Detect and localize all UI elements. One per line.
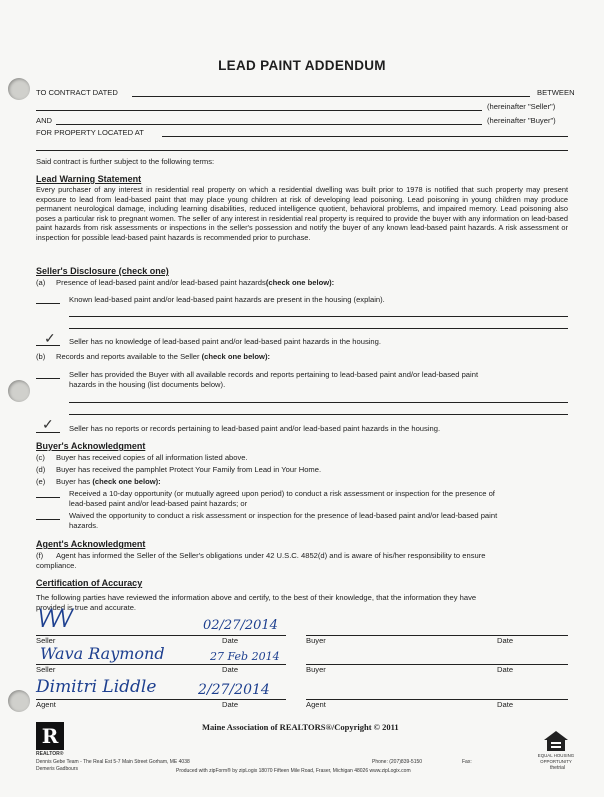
item-d-text: Buyer has received the pamphlet Protect Your Family from Lead in Your Home. <box>56 465 322 474</box>
seller-date-1: 02/27/2014 <box>203 618 278 633</box>
option-received-2: lead-based paint and/or lead-based paint hazards; or <box>69 499 248 508</box>
fax-line: Fax: <box>462 759 472 765</box>
item-a-text: Presence of lead-based paint and/or lead-based paint hazards(check one below): <box>56 278 335 287</box>
option-lead-known: Known lead-based paint and/or lead-based paint hazards are present in the housing (explain). <box>69 295 385 304</box>
item-b-text: Records and reports available to the Seller (check one below): <box>56 352 271 361</box>
seller-signature-2: Wava Raymond <box>40 644 165 663</box>
documents-line-2[interactable] <box>69 414 568 415</box>
seller-signature-line-1[interactable] <box>36 635 286 636</box>
property-label: FOR PROPERTY LOCATED AT <box>36 128 144 137</box>
hereinafter-seller: (hereinafter "Seller") <box>487 102 556 111</box>
warning-heading: Lead Warning Statement <box>36 174 142 184</box>
date-label: Date <box>222 636 239 645</box>
buyer-signature-line-2[interactable] <box>306 664 568 665</box>
date-label: Date <box>497 700 514 709</box>
agent-line: Demeris Gadbours <box>36 766 78 772</box>
date-label: Date <box>222 700 239 709</box>
option-waived-2: hazards. <box>69 521 99 530</box>
equal-housing-caption: EQUAL HOUSING OPPORTUNITY <box>537 753 575 764</box>
seller-label-2: Seller <box>36 665 56 674</box>
between-label: BETWEEN <box>537 88 575 97</box>
realtor-caption: REALTOR® <box>36 751 64 757</box>
seller-label-1: Seller <box>36 636 56 645</box>
date-label: Date <box>497 636 514 645</box>
explain-line-2[interactable] <box>69 328 568 329</box>
certification-heading: Certification of Accuracy <box>36 578 143 588</box>
seller-signature-line-2[interactable] <box>36 664 286 665</box>
warning-body: Every purchaser of any interest in residential real property on which a residential dwelling was built prior to 1978 is notified that such property may present exposure to lead from lead-based paint that may place young children at risk of developing lead poisoning. Lead poisoning in young children may produce permanent neurological damage, including learning disabilities, reduced intelligence quotient, behavioral problems, and impaired memory. Lead poisoning also poses a particular risk to pregnant women. The seller of any interest in residential real property is required to provide the buyer with any information on lead-based paint hazards from risk assessments or inspections in the seller's possession and notify the buyer of any known lead-based paint hazards. A risk assessment or inspection for possible lead-based paint hazards is recommended prior to purchase. <box>36 185 568 242</box>
checkbox-records-provided[interactable] <box>36 378 60 379</box>
agent-label-1: Agent <box>36 700 56 709</box>
punch-hole <box>8 78 30 100</box>
date-label: Date <box>222 665 239 674</box>
punch-hole <box>8 380 30 402</box>
office-line: Dennis Gebe Team - The Real Est 5-7 Main Street Gorham, ME 4038 <box>36 759 190 765</box>
phone-line: Phone: (207)839-5150 <box>372 759 423 765</box>
item-c-label: (c) <box>36 453 45 462</box>
certification-text-2: provided is true and accurate. <box>36 603 137 612</box>
documents-line-1[interactable] <box>69 402 568 403</box>
document-title: LEAD PAINT ADDENDUM <box>218 58 386 73</box>
seller-disclosure-heading: Seller's Disclosure (check one) <box>36 266 169 276</box>
option-no-records: Seller has no reports or records pertaining to lead-based paint and/or lead-based paint hazards in the housing. <box>69 424 441 433</box>
buyer-label-2: Buyer <box>306 665 326 674</box>
property-address-line[interactable] <box>162 136 568 137</box>
intro-text: Said contract is further subject to the following terms: <box>36 157 215 166</box>
option-received-1: Received a 10-day opportunity (or mutually agreed upon period) to conduct a risk assessment or inspection for the presence of <box>69 489 495 498</box>
item-d-label: (d) <box>36 465 46 474</box>
seller-name-line[interactable] <box>36 110 482 111</box>
explain-line-1[interactable] <box>69 316 568 317</box>
punch-hole <box>8 690 30 712</box>
agent-signature: Dimitri Liddle <box>36 677 157 697</box>
check-mark-icon: ✓ <box>42 416 54 432</box>
seller-signature-1: \/\/\/ <box>38 606 71 631</box>
copyright-line: Maine Association of REALTORS®/Copyright © 2011 <box>202 722 399 732</box>
item-f-text: Agent has informed the Seller of the Seller's obligations under 42 U.S.C. 4852(d) and is aware of his/her responsibility to ensure <box>56 551 486 560</box>
date-label: Date <box>497 665 514 674</box>
item-e-label: (e) <box>36 477 46 486</box>
item-f-text-2: compliance. <box>36 561 77 570</box>
agent-date: 2/27/2014 <box>198 682 270 698</box>
contract-dated-label: TO CONTRACT DATED <box>36 88 118 97</box>
agent-ack-heading: Agent's Acknowledgment <box>36 539 146 549</box>
buyer-signature-line-1[interactable] <box>306 635 568 636</box>
check-mark-icon: ✓ <box>44 330 56 346</box>
buyer-ack-heading: Buyer's Acknowledgment <box>36 441 146 451</box>
item-b-label: (b) <box>36 352 46 361</box>
item-c-text: Buyer has received copies of all information listed above. <box>56 453 248 462</box>
option-waived-1: Waived the opportunity to conduct a risk assessment or inspection for the presence of lead-based paint and/or lead-based paint <box>69 511 498 520</box>
option-records-provided-2: hazards in the housing (list documents below). <box>69 380 226 389</box>
item-f-label: (f) <box>36 551 44 560</box>
agent-label-2: Agent <box>306 700 326 709</box>
produced-by-line: Produced with zipForm® by zipLogix 18070 Fifteen Mile Road, Fraser, Michigan 48026 www.zipLogix.com <box>176 768 411 774</box>
item-a-label: (a) <box>36 278 46 287</box>
seller-date-2: 27 Feb 2014 <box>210 650 280 663</box>
buyer-name-line[interactable] <box>56 124 482 125</box>
equal-housing-icon <box>542 730 570 752</box>
and-label: AND <box>36 116 53 125</box>
option-no-knowledge: Seller has no knowledge of lead-based paint and/or lead-based paint hazards in the housing. <box>69 337 381 346</box>
checkbox-received-opportunity[interactable] <box>36 497 60 498</box>
contract-date-line[interactable] <box>132 96 530 97</box>
checkbox-waived-opportunity[interactable] <box>36 519 60 520</box>
file-name: thetrial <box>550 765 566 771</box>
agent-signature-line-2[interactable] <box>306 699 568 700</box>
agent-signature-line[interactable] <box>36 699 286 700</box>
option-records-provided-1: Seller has provided the Buyer with all available records and reports pertaining to lead-based paint and/or lead-based paint <box>69 370 479 379</box>
certification-text-1: The following parties have reviewed the information above and certify, to the best of their knowledge, that the information they have <box>36 593 477 602</box>
item-e-text: Buyer has (check one below): <box>56 477 161 486</box>
hereinafter-buyer: (hereinafter "Buyer") <box>487 116 556 125</box>
buyer-label-1: Buyer <box>306 636 326 645</box>
property-address-line-2[interactable] <box>36 150 568 151</box>
realtor-logo-icon: R <box>36 722 64 750</box>
checkbox-lead-known[interactable] <box>36 303 60 304</box>
